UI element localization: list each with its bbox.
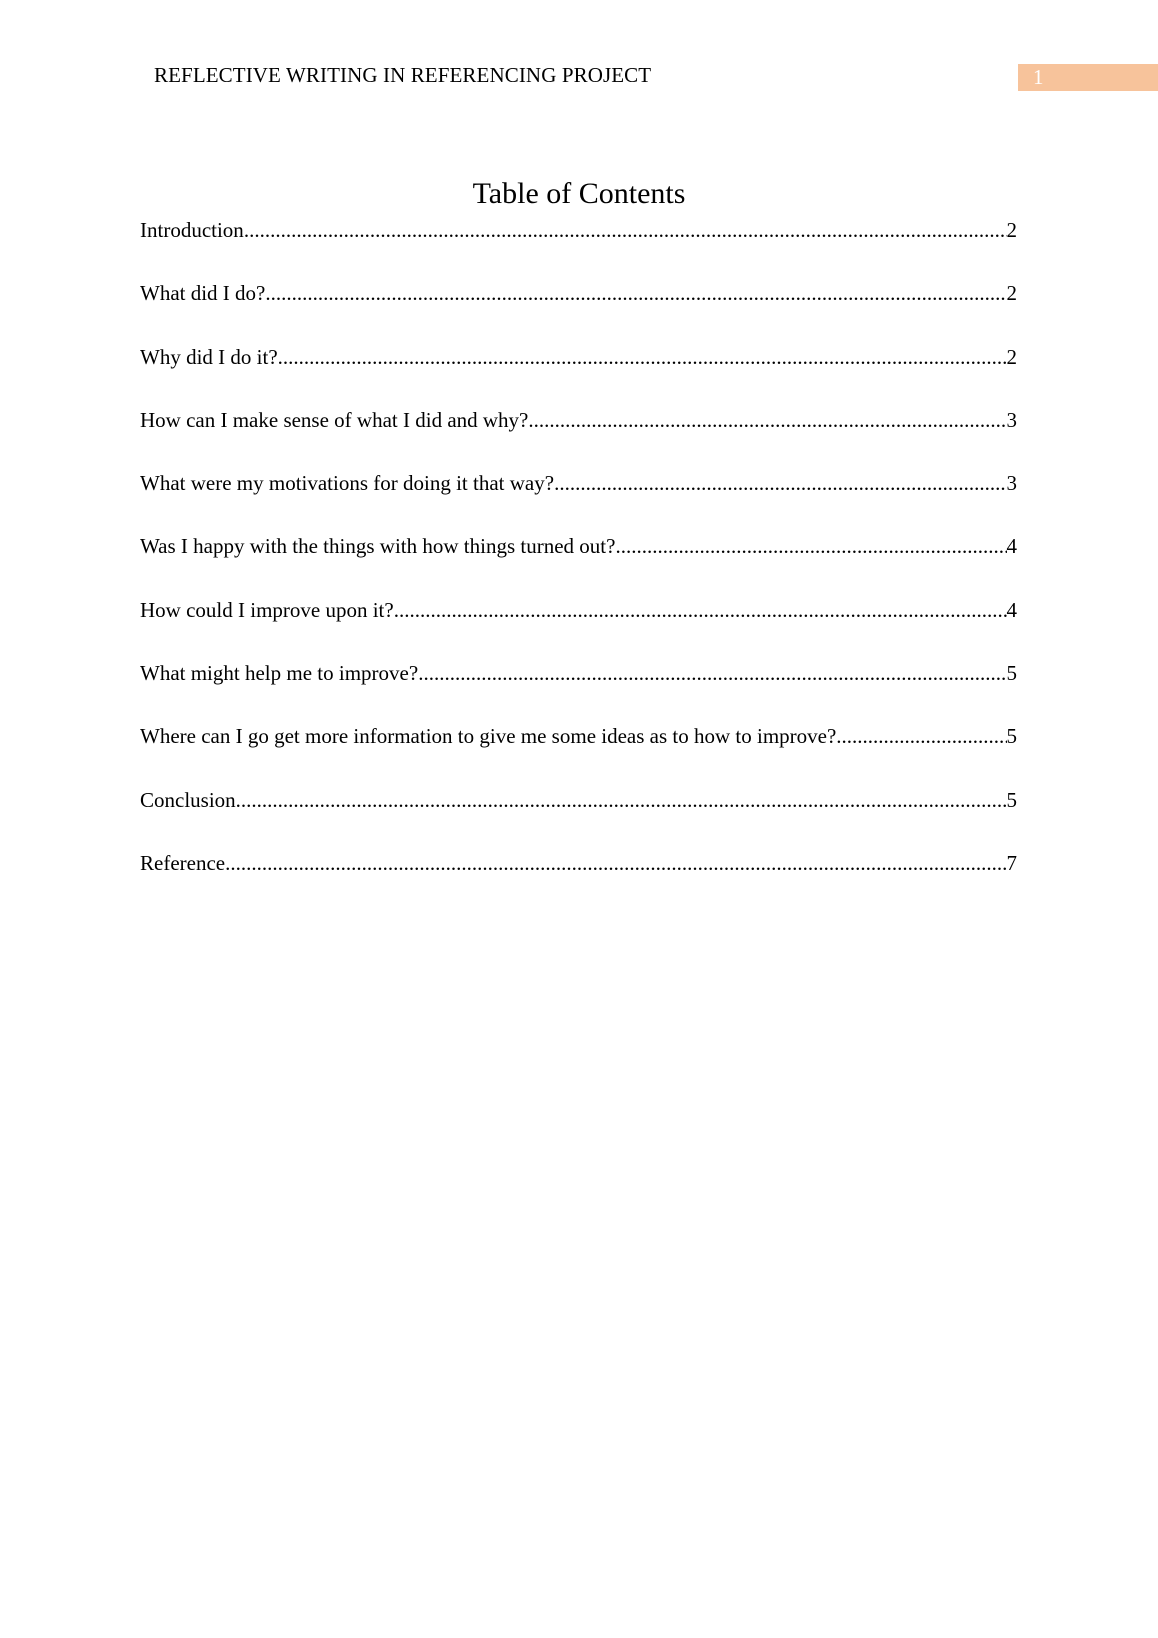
- running-head: REFLECTIVE WRITING IN REFERENCING PROJECT: [154, 63, 652, 87]
- toc-entry-page: 5: [1006, 724, 1017, 749]
- toc-entry-introduction[interactable]: [140, 213, 1017, 276]
- toc-entry-page: 2: [1006, 281, 1017, 306]
- toc-entry-page: 3: [1006, 471, 1017, 496]
- toc-entry-more-information[interactable]: [140, 719, 1017, 782]
- toc-entry-page: 2: [1006, 218, 1017, 242]
- toc-entry-label: What were my motivations for doing it that way?: [140, 471, 555, 496]
- toc-dot-leader: [615, 529, 1006, 563]
- toc-entry-label: Why did I do it?: [140, 344, 278, 369]
- toc-dot-leader: [836, 719, 1006, 753]
- toc-dot-leader: [528, 403, 1006, 437]
- toc-entry-label: Conclusion: [140, 787, 236, 812]
- toc-entry-why-did-i-do-it[interactable]: [140, 340, 1017, 403]
- toc-dot-leader: [265, 276, 1006, 310]
- toc-entry-label: Where can I go get more information to give me some ideas as to how to improve?: [140, 724, 837, 749]
- toc-dot-leader: [418, 656, 1006, 690]
- toc-entry-page: 5: [1006, 661, 1017, 686]
- toc-list: [140, 213, 1017, 909]
- toc-entry-page: 4: [1006, 597, 1017, 622]
- toc-entry-page: 7: [1006, 850, 1017, 875]
- toc-entry-label: Introduction: [140, 218, 244, 242]
- toc-entry-label: How could I improve upon it?: [140, 597, 394, 622]
- toc-entry-conclusion[interactable]: [140, 783, 1017, 846]
- toc-entry-happy-with-outcome[interactable]: [140, 529, 1017, 592]
- toc-entry-label: Reference: [140, 850, 226, 875]
- toc-entry-help-me-improve[interactable]: [140, 656, 1017, 719]
- toc-entry-label: What did I do?: [140, 281, 266, 306]
- toc-entry-motivations[interactable]: [140, 466, 1017, 529]
- toc-entry-page: 4: [1006, 534, 1017, 559]
- toc-entry-make-sense[interactable]: [140, 403, 1017, 466]
- toc-entry-label: How can I make sense of what I did and why?: [140, 407, 529, 432]
- toc-title: Table of Contents: [472, 177, 686, 210]
- toc-entry-page: 2: [1006, 344, 1017, 369]
- toc-dot-leader: [225, 846, 1006, 880]
- toc-entry-page: 3: [1006, 407, 1017, 432]
- toc-entry-what-did-i-do[interactable]: [140, 276, 1017, 339]
- toc-dot-leader: [554, 466, 1006, 500]
- toc-dot-leader: [394, 593, 1007, 627]
- toc-entry-reference[interactable]: [140, 846, 1017, 909]
- page-number-badge: [1018, 64, 1158, 91]
- toc-dot-leader: [236, 783, 1007, 817]
- toc-dot-leader: [244, 213, 1007, 247]
- toc-dot-leader: [278, 340, 1007, 374]
- toc-entry-improve-upon-it[interactable]: [140, 593, 1017, 656]
- toc-entry-label: Was I happy with the things with how things turned out?: [140, 534, 616, 559]
- toc-entry-page: 5: [1006, 787, 1017, 812]
- toc-entry-label: What might help me to improve?: [140, 661, 419, 686]
- page-number: 1: [1033, 65, 1044, 89]
